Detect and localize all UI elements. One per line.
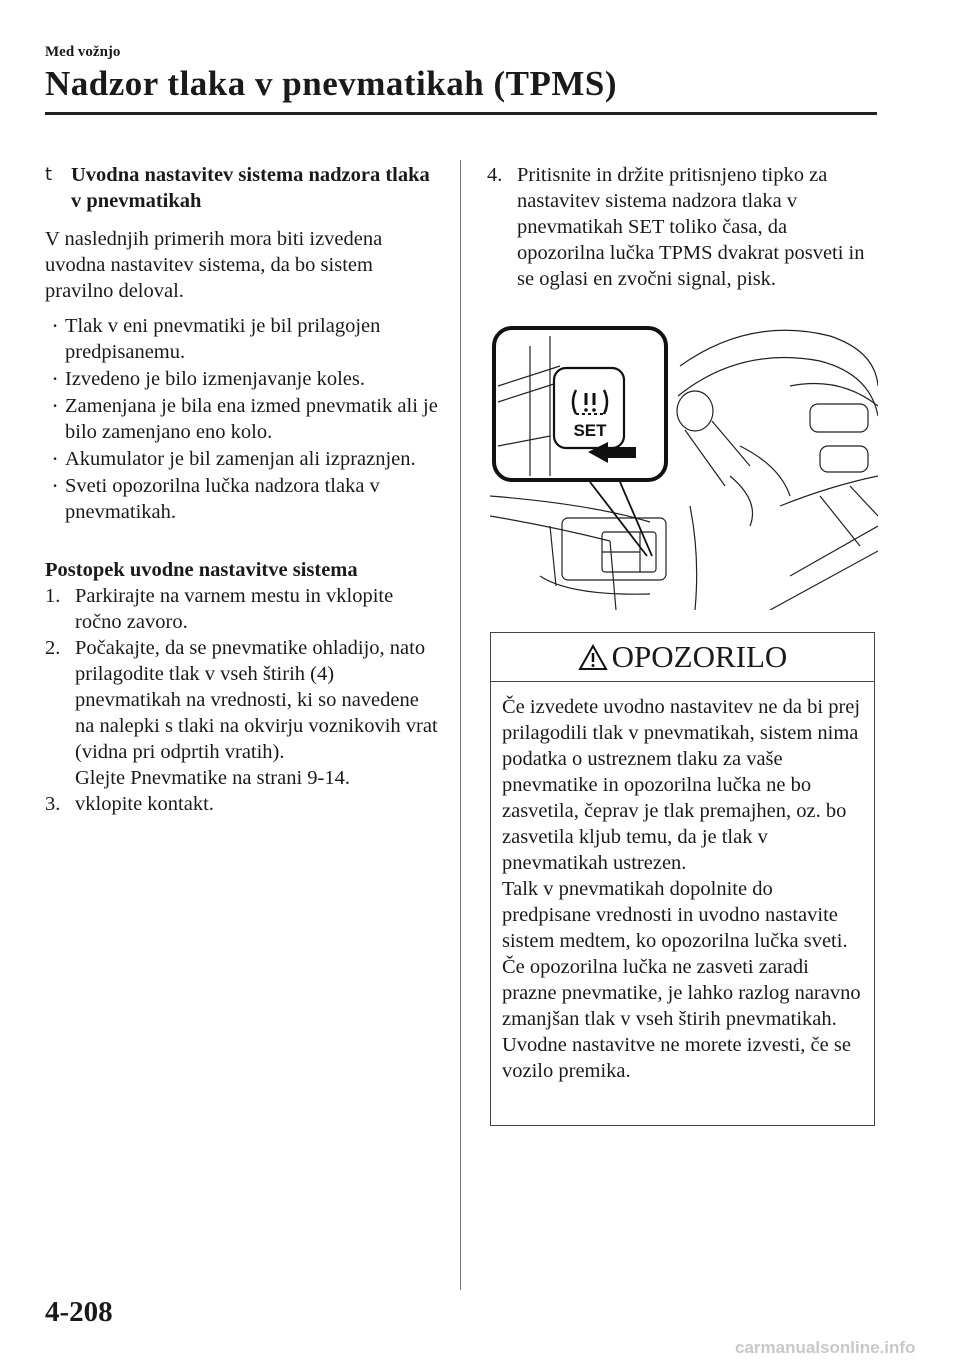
list-item: · Akumulator je bil zamenjan ali izpraznjen. xyxy=(51,446,416,471)
conditions-list xyxy=(45,313,440,525)
page-number: 4-208 xyxy=(45,1296,113,1328)
step-item: 1. Parkirajte na varnem mestu in vklopite ročno zavoro. xyxy=(45,585,394,633)
column-divider xyxy=(460,160,461,1290)
list-item: · Sveti opozorilna lučka nadzora tlaka v pnevmatikah. xyxy=(51,473,380,523)
section-heading xyxy=(45,162,440,214)
list-item: · Izvedeno je bilo izmenjavanje koles. xyxy=(51,366,365,391)
warning-header xyxy=(491,633,874,682)
warning-body xyxy=(491,682,874,1084)
warning-triangle-icon xyxy=(578,644,608,671)
procedure-heading: Postopek uvodne nastavitve sistema xyxy=(45,559,358,581)
list-item: · Zamenjana je bila ena izmed pnevmatik ali je bilo zamenjano eno kolo. xyxy=(51,393,438,443)
section-title: Uvodna nastavitev sistema nadzora tlaka v pnevmatikah xyxy=(71,164,430,212)
right-column xyxy=(487,162,877,292)
warning-title: OPOZORILO xyxy=(611,639,788,674)
warning-paragraph: Talk v pnevmatikah dopolnite do predpisane vrednosti in uvodno nastavite sistem medtem, ko opozorilna lučka sveti. Če opozorilna lučka ne zasveti zaradi prazne pnevmatike, je lahko razlog naravno zmanjšan tlak v vseh štirih pnevmatikah. xyxy=(502,878,861,1030)
section-marker: t xyxy=(45,164,53,185)
list-item: · Tlak v eni pnevmatiki je bil prilagojen predpisanemu. xyxy=(51,313,381,363)
warning-box xyxy=(490,632,875,1126)
step-item: 4. Pritisnite in držite pritisnjeno tipko za nastavitev sistema nadzora tlaka v pnevmatikah SET toliko časa, da opozorilna lučka TPMS dvakrat posveti in se oglasi en zvočni signal, pisk. xyxy=(487,164,865,290)
intro-paragraph: V naslednjih primerih mora biti izvedena uvodna nastavitev sistema, da bo sistem pravilno deloval. xyxy=(45,228,383,302)
cross-reference: Glejte Pnevmatike na strani 9-14. xyxy=(75,767,350,789)
tpms-set-button-illustration xyxy=(490,326,878,610)
left-column xyxy=(45,162,440,817)
set-button-label: SET xyxy=(573,421,607,440)
warning-paragraph: Če izvedete uvodno nastavitev ne da bi prej prilagodili tlak v pnevmatikah, sistem nima podatka o ustreznem tlaku za vaše pnevmatike in opozorilna lučka ne bo zasvetila, čeprav je tlak premajhen, oz. bo zasvetila kljub temu, da je tlak v pnevmatikah ustrezen. xyxy=(502,696,861,874)
title-rule xyxy=(45,112,877,115)
watermark: carmanualsonline.info xyxy=(735,1338,916,1357)
warning-paragraph: Uvodne nastavitve ne morete izvesti, če se vozilo premika. xyxy=(502,1034,851,1082)
step-item: 2. Počakajte, da se pnevmatike ohladijo, nato prilagodite tlak v vseh štirih (4) pnevmatikah na vrednosti, ki so navedene na nalepki s tlaki na okvirju voznikovih vrat (vidna pri odprtih vratih). Glejte Pnevmatike na strani 9-14. xyxy=(45,635,440,791)
step-item: 3. vklopite kontakt. xyxy=(45,793,214,815)
page-title: Nadzor tlaka v pnevmatikah (TPMS) xyxy=(45,64,617,103)
chapter-label: Med vožnjo xyxy=(45,44,121,60)
